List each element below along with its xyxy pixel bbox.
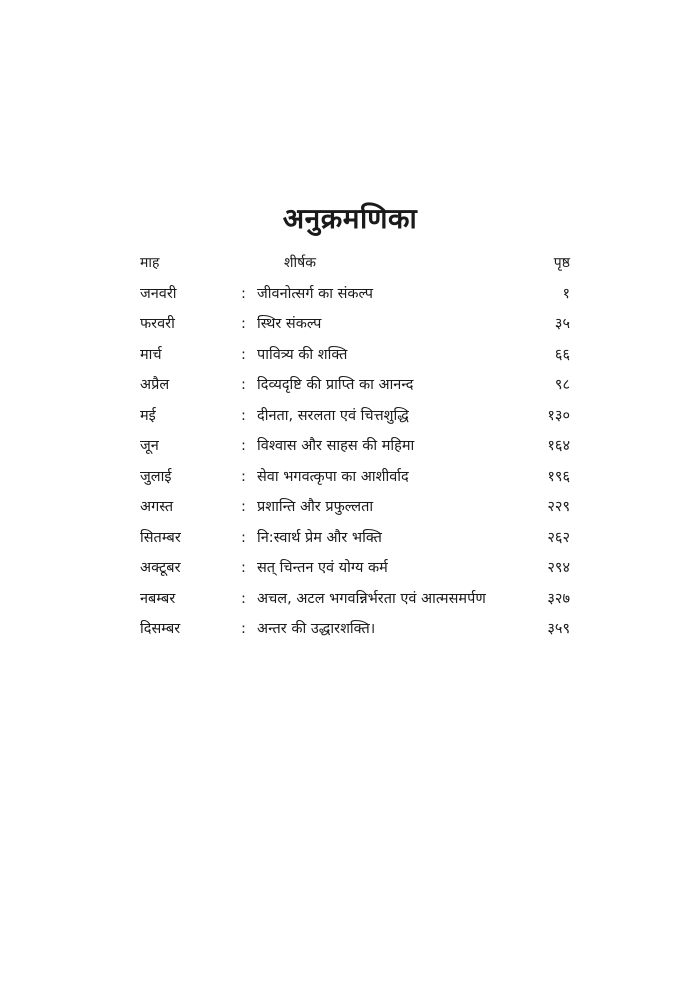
- toc-row: [140, 462, 570, 493]
- header-month: माह: [140, 255, 160, 271]
- toc-separator: :: [241, 377, 246, 393]
- toc-month: जून: [140, 438, 159, 454]
- toc-separator: :: [241, 621, 246, 637]
- toc-separator: :: [241, 346, 246, 363]
- toc-row: [140, 309, 570, 340]
- toc-separator: :: [241, 438, 246, 454]
- toc-month: अगस्त: [140, 499, 174, 515]
- toc-topic: अन्तर की उद्धारशक्ति।: [257, 621, 376, 637]
- toc-topic: विश्वास और साहस की महिमा: [257, 438, 415, 454]
- toc-separator: :: [241, 285, 246, 302]
- toc-month: मार्च: [140, 346, 162, 363]
- toc-page-number: ३५९: [547, 621, 570, 637]
- page-title: अनुक्रमणिका: [282, 201, 418, 235]
- toc-topic: जीवनोत्सर्ग का संकल्प: [257, 285, 373, 302]
- toc-month: जुलाई: [140, 468, 172, 485]
- toc-row: [140, 584, 570, 615]
- toc-month: सितम्बर: [140, 529, 181, 546]
- toc-month: अप्रैल: [140, 377, 170, 393]
- toc-topic: दीनता, सरलता एवं चित्तशुद्धि: [257, 407, 409, 424]
- toc-page-number: १३०: [547, 407, 570, 424]
- toc-month: दिसम्बर: [140, 621, 181, 637]
- toc-separator: :: [241, 316, 246, 332]
- toc-separator: :: [241, 468, 246, 485]
- header-topic: शीर्षक: [284, 255, 316, 271]
- toc-page-number: ९८: [554, 377, 570, 393]
- toc-separator: :: [241, 529, 246, 546]
- toc-month: फरवरी: [140, 316, 175, 332]
- toc-separator: :: [241, 560, 246, 576]
- table-of-contents: [140, 248, 570, 645]
- toc-row: [140, 370, 570, 401]
- toc-rows: [140, 279, 570, 645]
- toc-page-number: १६४: [547, 438, 570, 454]
- toc-month: जनवरी: [140, 285, 177, 302]
- toc-topic: दिव्यदृष्टि की प्राप्ति का आनन्द: [257, 377, 414, 393]
- toc-separator: :: [241, 407, 246, 424]
- toc-topic: पावित्र्य की शक्ति: [257, 346, 348, 363]
- toc-row: [140, 431, 570, 462]
- toc-topic: स्थिर संकल्प: [257, 316, 322, 332]
- toc-row: [140, 614, 570, 645]
- toc-page-number: २९४: [547, 560, 570, 576]
- toc-row: [140, 401, 570, 432]
- toc-page-number: ३५: [554, 316, 570, 332]
- toc-month: मई: [140, 407, 156, 424]
- toc-row: [140, 553, 570, 584]
- toc-separator: :: [241, 499, 246, 515]
- toc-page-number: २२९: [547, 499, 570, 515]
- toc-row: [140, 279, 570, 310]
- toc-topic: सत् चिन्तन एवं योग्य कर्म: [257, 560, 388, 576]
- toc-page-number: २६२: [547, 529, 570, 546]
- toc-month: नबम्बर: [140, 590, 176, 607]
- toc-topic: प्रशान्ति और प्रफुल्लता: [257, 499, 374, 515]
- toc-page-number: ३२७: [547, 590, 570, 607]
- toc-row: [140, 492, 570, 523]
- toc-page-number: १९६: [547, 468, 570, 485]
- toc-month: अक्टूबर: [140, 560, 181, 576]
- toc-row: [140, 340, 570, 371]
- toc-page-number: ६६: [554, 346, 570, 363]
- toc-topic: नि:स्वार्थ प्रेम और भक्ति: [257, 529, 382, 546]
- toc-separator: :: [241, 590, 246, 607]
- toc-topic: सेवा भगवत्कृपा का आशीर्वाद: [257, 468, 409, 485]
- header-page: पृष्ठ: [553, 255, 570, 271]
- toc-topic: अचल, अटल भगवन्निर्भरता एवं आत्मसमर्पण: [257, 590, 486, 607]
- toc-page-number: १: [562, 285, 570, 302]
- toc-header-row: [140, 248, 570, 279]
- toc-row: [140, 523, 570, 554]
